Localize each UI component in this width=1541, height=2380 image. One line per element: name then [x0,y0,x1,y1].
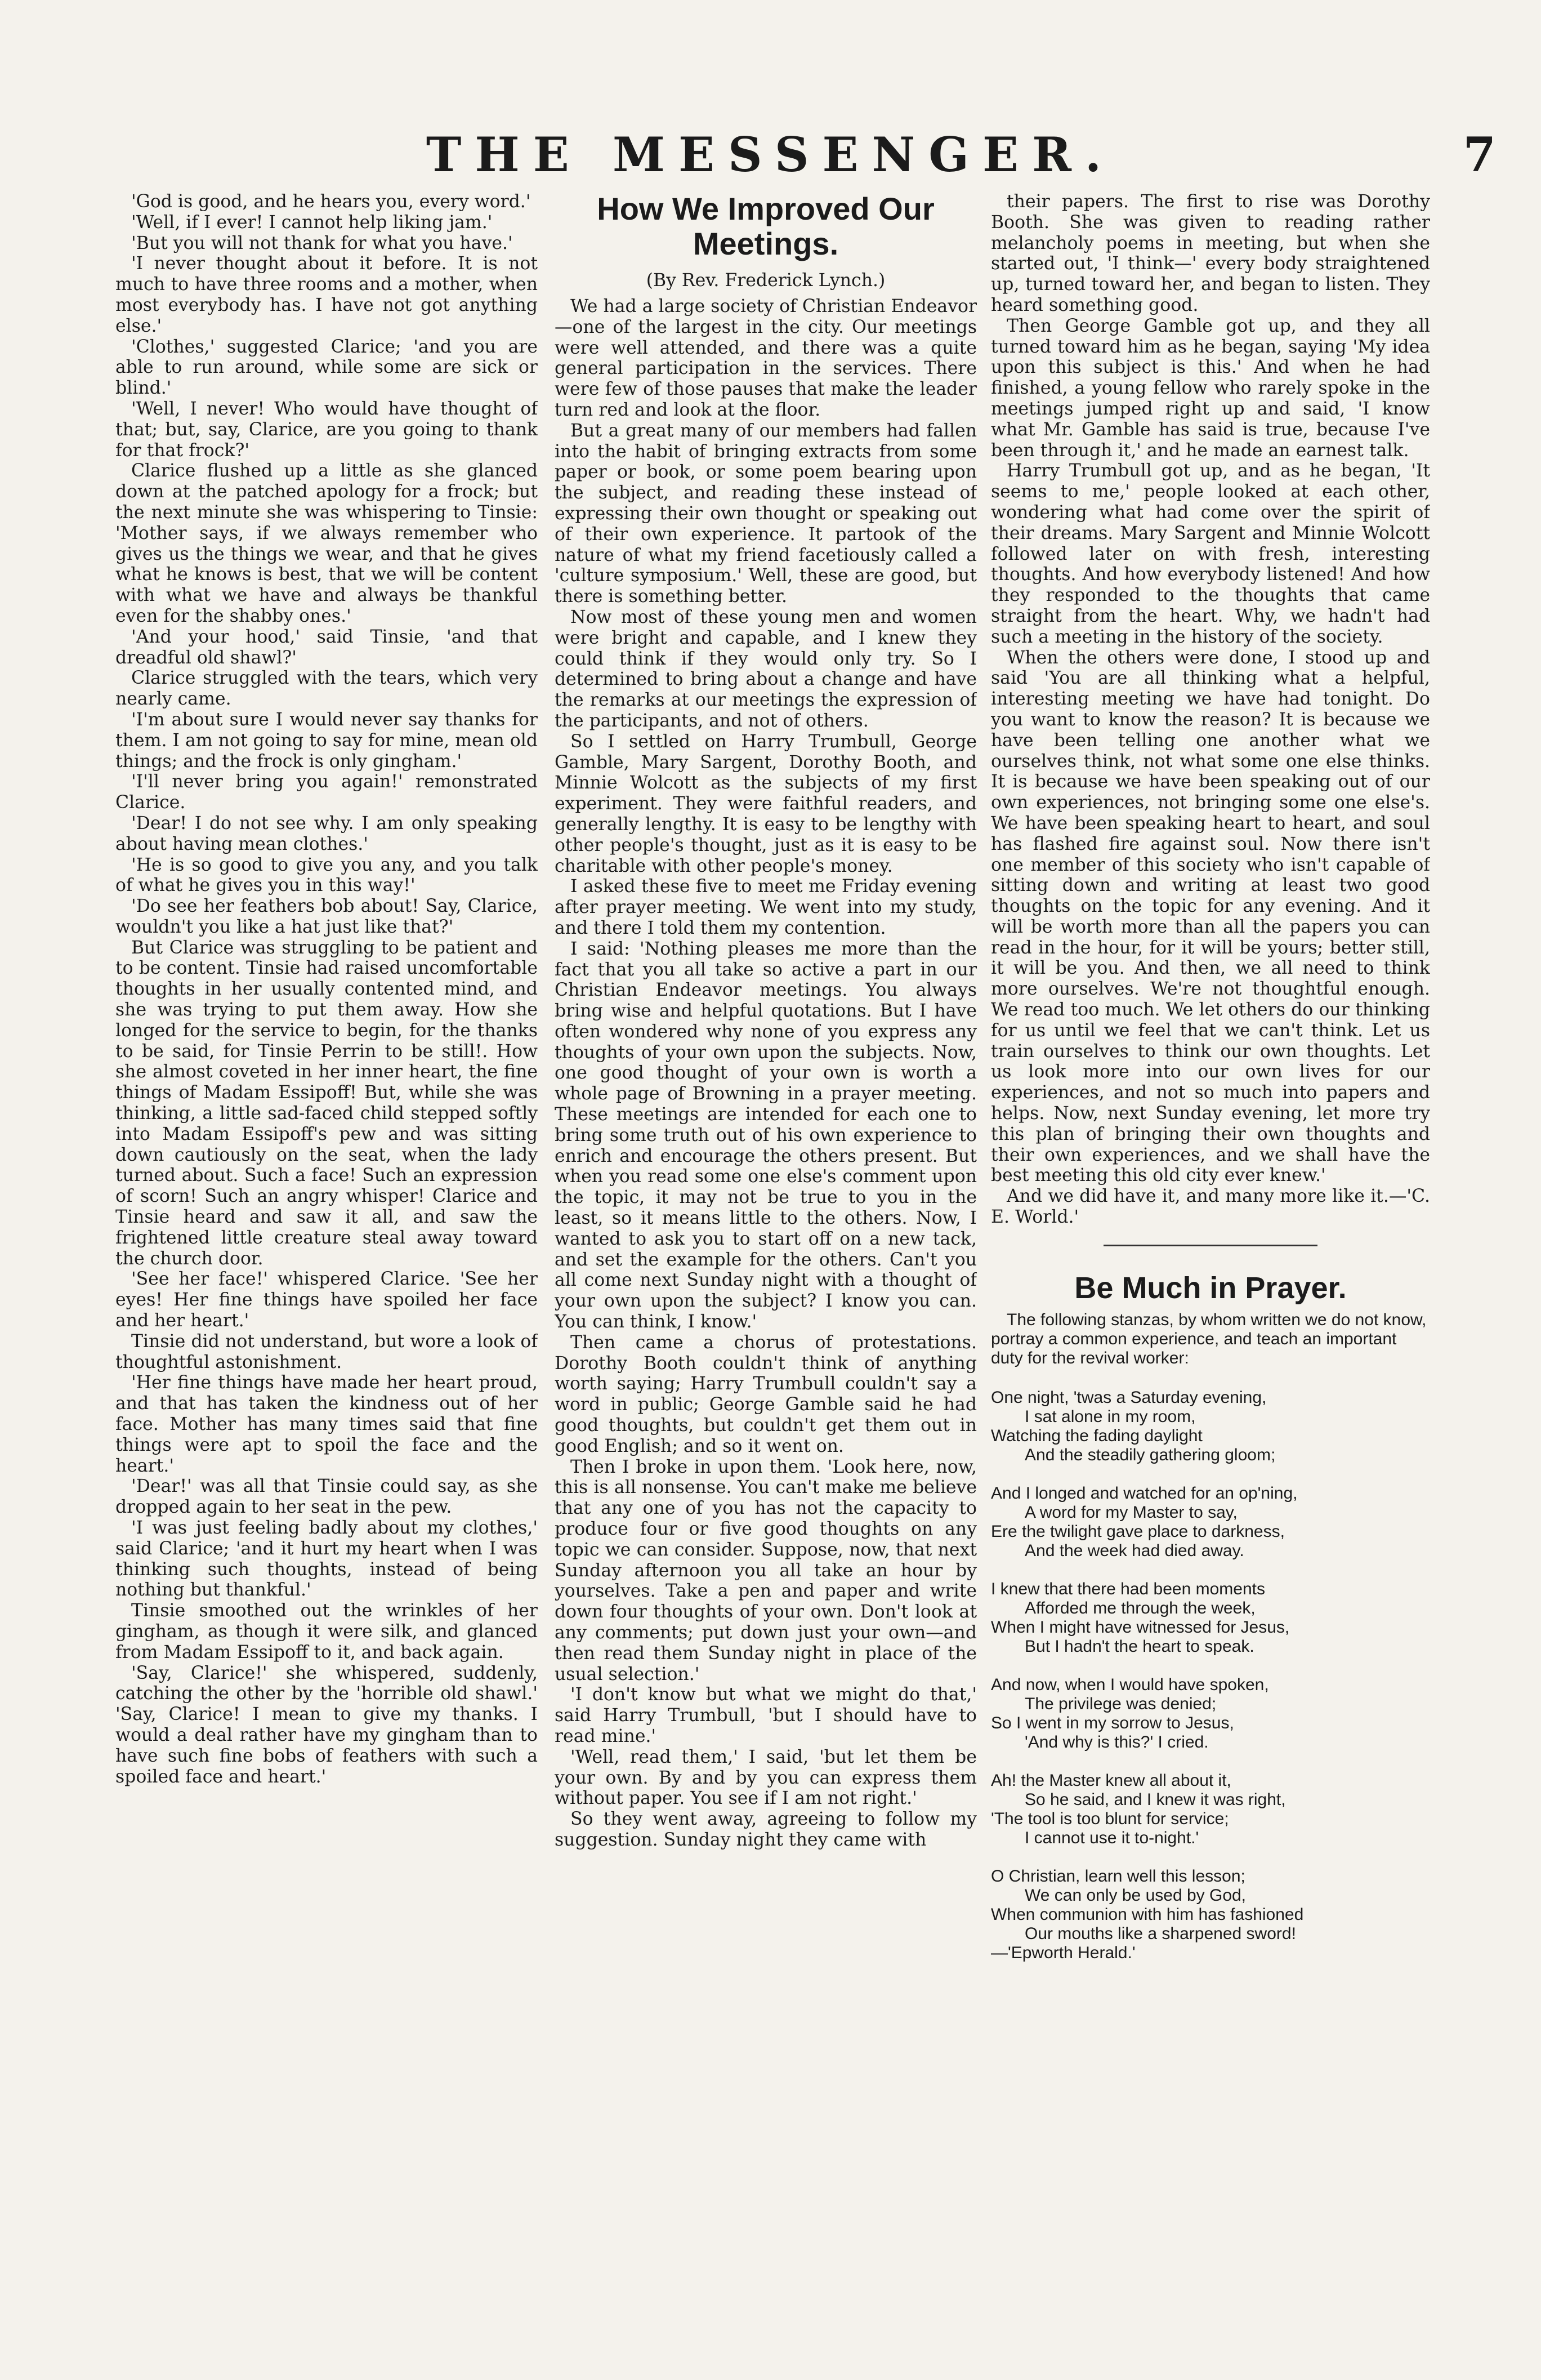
story-paragraph: 'Well, if I ever! I cannot help liking jam.' [131,212,493,233]
newspaper-title: THE MESSENGER. [426,127,1115,182]
poem-source: —'Epworth Herald.' [991,1943,1136,1962]
poem-line: A word for my Master to say, [1025,1503,1238,1522]
story-paragraph: 'Well, I never! Who would have thought of that; but, say, Clarice, are you going to thank for that frock?' [115,398,538,461]
poem-line: So I went in my sorrow to Jesus, [991,1713,1234,1732]
story-paragraph: Clarice struggled with the tears, which very nearly came. [115,668,538,710]
column-3 [991,191,1430,2365]
article-paragraph: So I settled on Harry Trumbull, George Gamble, Mary Sargent, Dorothy Booth, and Minnie Wolcott as the subjects of my first experiment. They were faithful readers, and generally lengthy. It is easy to be lengthy with other people's thought, just as it is easy to be charitable with other people's money. [555,731,977,876]
poem-line: And the steadily gathering gloom; [1025,1445,1276,1464]
poem-stanza [991,1867,1430,1963]
poem-line: O Christian, learn well this lesson; [991,1866,1245,1886]
article-paragraph: But a great many of our members had fallen into the habit of bringing extracts from some paper or book, or some poem bearing upon the subject, and reading these instead of expressing their own thought or speaking out of their own experience. It partook of the nature of what my friend facetiously called a 'culture symposium.' Well, these are good, but there is something better. [555,420,977,607]
poem-line: 'And why is this?' I cried. [1025,1732,1209,1751]
story-paragraph: 'Do see her feathers bob about! Say, Clarice, wouldn't you like a hat just like that?' [115,896,538,937]
article-paragraph: We had a large society of Christian Endeavor—one of the largest in the city. Our meetings were well attended, and there was a quite general participation in the services. There were few of those pauses that make the leader turn red and look at the floor. [555,296,977,420]
poem-line: But I hadn't the heart to speak. [1025,1637,1254,1656]
article-paragraph: So they went away, agreeing to follow my suggestion. Sunday night they came with [555,1809,977,1850]
article-paragraph: Then I broke in upon them. 'Look here, now, this is all nonsense. You can't make me believe that any one of you has not the capacity to produce four or five good thoughts on any topic we can consider. Suppose, now, that next Sunday afternoon you all take an hour by yourselves. Take a pen and paper and write down four thoughts of your own. Don't look at any comments; put down just your own—and then read them Sunday night in place of the usual selection.' [555,1456,977,1684]
story-paragraph: 'Say, Clarice!' she whispered, suddenly, catching the other by the 'horrible old shawl.' 'Say, Clarice! I mean to give my thanks. I would a deal rather have my gingham than to have such fine bobs of feathers with such a spoiled face and heart.' [115,1663,538,1787]
story-paragraph: 'God is good, and he hears you, every word.' [131,191,531,212]
story-paragraph: 'Dear! I do not see why. I am only speaking about having mean clothes.' [115,813,538,854]
story-paragraph: 'I was just feeling badly about my clothes,' said Clarice; 'and it hurt my heart when I was thinking such thoughts, instead of being nothing but thankful.' [115,1518,538,1601]
article-paragraph: I asked these five to meet me Friday evening after prayer meeting. We went into my study, and there I told them my contention. [555,876,977,938]
article-paragraph: Harry Trumbull got up, and as he began, 'It seems to me,' people looked at each other, wondering what had come over the spirit of their dreams. Mary Sargent and Minnie Wolcott followed later on with fresh, interesting thoughts. And how everybody listened! And how they responded to the thoughts that came straight from the heart. Why, we hadn't had such a meeting in the history of the society. [991,461,1430,647]
poem-line: And now, when I would have spoken, [991,1675,1269,1694]
column-1-story [115,191,538,2365]
poem-line: The privilege was denied; [1025,1694,1217,1713]
story-paragraph: 'I'll never bring you again!' remonstrated Clarice. [115,772,538,813]
poem-line: When I might have witnessed for Jesus, [991,1617,1290,1637]
poem-stanza [991,1675,1430,1752]
poem-line: Ah! the Master knew all about it, [991,1771,1231,1790]
article-title-prayer: Be Much in Prayer. [1074,1271,1347,1305]
story-paragraph: But Clarice was struggling to be patient and to be content. Tinsie had raised uncomfortable thoughts in her usually contented mind, and she was trying to put them away. How she longed for the service to begin, for the thanks to be said, for Tinsie Perrin to be still!. How she almost coveted in her inner heart, the fine things of Madam Essipoff! But, while she was thinking, a little sad-faced child stepped softly into Madam Essipoff's pew and was sitting down cautiously on the seat, when the lady turned about. Such a face! Such an expression of scorn! Such an angry whisper! Clarice and Tinsie heard and saw it all, and saw the frightened little creature steal away toward the church door. [115,937,538,1269]
article-paragraph: When the others were done, I stood up and said 'You are all thinking what a helpful, interesting meeting we have had tonight. Do you want to know the reason? It is because we have been telling one another what we ourselves think, not what some one else thinks. It is because we have been speaking out of our own experiences, not bringing some one else's. We have been speaking heart to heart, and soul has flashed fire against soul. Now there isn't one member of this society who isn't capable of sitting down and writing at least two good thoughts on the topic for any evening. And it will be worth more than all the papers you can read in the hour, for it will be yours; better still, it will be you. And then, we all need to think more ourselves. We're not thoughtful enough. We read too much. We let others do our thinking for us until we feel that we can't think. Let us train ourselves to think our own thoughts. Let us look more into our own lives for our experiences, and not so much into papers and helps. Now, next Sunday evening, let more try this plan of bringing their own thoughts and their own experiences, and we shall have the best meeting this old city ever knew.' [991,647,1430,1186]
article-byline: (By Rev. Frederick Lynch.) [646,270,886,291]
story-paragraph: 'Dear!' was all that Tinsie could say, as she dropped again to her seat in the pew. [115,1476,538,1518]
article-paragraph: Then George Gamble got up, and they all turned toward him as he began, saying 'My idea upon this subject is this.' And when he had finished, a young fellow who rarely spoke in the meetings jumped right up and said, 'I know what Mr. Gamble has said is true, because I've been through it,' and he made an earnest talk. [991,315,1430,461]
poem-line: When communion with him has fashioned [991,1905,1304,1924]
story-paragraph: Clarice flushed up a little as she glanced down at the patched apology for a frock; but the next minute she was whispering to Tinsie: 'Mother says, if we always remember who gives us the things we wear, and that he gives what he knows is best, that we will be content with what we have and always be thankful even for the shabby ones.' [115,461,538,626]
poem-stanza [991,1580,1430,1656]
story-paragraph: Tinsie smoothed out the wrinkles of her gingham, as though it were silk, and glanced from Madam Essipoff to it, and back again. [115,1601,538,1663]
story-paragraph: 'He is so good to give you any, and you talk of what he gives you in this way!' [115,854,538,896]
poem-line: I knew that there had been moments [991,1579,1265,1598]
poem-stanza [991,1484,1430,1561]
poem-line: So he said, and I knew it was right, [1025,1790,1286,1809]
poem-stanza [991,1388,1430,1465]
article-paragraph: I said: 'Nothing pleases me more than the fact that you all take so active a part in our Christian Endeavor meetings. You always bring wise and helpful quotations. But I have often wondered why none of you express any thoughts of your own upon the subjects. Now, one good thought of your own is worth a whole page of Browning in a prayer meeting. These meetings are intended for each one to bring some truth out of his own experience to enrich and encourage the others present. But when you read some one else's comment upon the topic, it may not be true to you in the least, so it means little to the others. Now, I wanted to ask you to start off on a new tack, and set the example for the others. Can't you all come next Sunday night with a thought of your own upon the subject? I know you can. You can think, I know.' [555,938,977,1332]
poem-line: Watching the fading daylight [991,1426,1203,1445]
article-paragraph: 'Well, read them,' I said, 'but let them be your own. By and by you can express them without paper. You see if I am not right.' [555,1746,977,1809]
section-divider [1104,1245,1317,1246]
story-paragraph: 'Clothes,' suggested Clarice; 'and you are able to run around, while some are sick or blind.' [115,336,538,399]
poem-line: I sat alone in my room, [1025,1407,1196,1426]
poem-line: Ere the twilight gave place to darkness, [991,1522,1285,1541]
story-paragraph: 'And your hood,' said Tinsie, 'and that dreadful old shawl?' [115,626,538,668]
article-title-meetings: How We Improved Our Meetings. [597,191,935,261]
story-paragraph: 'But you will not thank for what you have.' [131,233,513,253]
story-paragraph: 'See her face!' whispered Clarice. 'See her eyes! Her fine things have spoiled her face and her heart.' [115,1269,538,1331]
article-paragraph: Then came a chorus of protestations. Dorothy Booth couldn't think of anything worth saying; Harry Trumbull couldn't say a word in public; George Gamble said he had good thoughts, but couldn't get them out in good English; and so it went on. [555,1332,977,1456]
poem-line: One night, 'twas a Saturday evening, [991,1388,1267,1407]
poem-line: And I longed and watched for an op'ning, [991,1483,1298,1503]
poem-line: We can only be used by God, [1025,1886,1247,1905]
poem-line: 'The tool is too blunt for service; [991,1809,1229,1828]
poem-line: Our mouths like a sharpened sword! [1025,1924,1296,1943]
story-paragraph: 'I'm about sure I would never say thanks for them. I am not going to say for mine, mean old things; and the frock is only gingham.' [115,709,538,772]
poem-line: I cannot use it to-night.' [1025,1828,1199,1847]
article-paragraph: their papers. The first to rise was Dorothy Booth. She was given to reading rather melancholy poems in meeting, but when she started out, 'I think—' every body straightened up, turned toward her, and began to listen. They heard something good. [991,191,1430,315]
poem-stanza [991,1771,1430,1848]
column-2-article [555,191,977,2365]
story-paragraph: 'I never thought about it before. It is not much to have three rooms and a mother, when most everybody has. I have not got anything else.' [115,253,538,336]
story-paragraph: Tinsie did not understand, but wore a look of thoughtful astonishment. [115,1331,538,1372]
article-paragraph: 'I don't know but what we might do that,' said Harry Trumbull, 'but I should have to read mine.' [555,1684,977,1746]
poem-intro: The following stanzas, by whom written we do not know, portray a common experience, and teach an important duty for the revival worker: [991,1310,1427,1367]
masthead [0,127,1541,183]
poem-line: Afforded me through the week, [1025,1598,1256,1617]
story-paragraph: 'Her fine things have made her heart proud, and that has taken the kindness out of her face. Mother has many times said that fine things were apt to spoil the face and the heart.' [115,1372,538,1476]
article-paragraph: Now most of these young men and women were bright and capable, and I knew they could think if they would only try. So I determined to bring about a change and have the remarks at our meetings the expression of the participants, and not of others. [555,607,977,731]
article-paragraph: And we did have it, and many more like it.—'C. E. World.' [991,1186,1430,1228]
poem-line: And the week had died away. [1025,1541,1244,1560]
page-number: 7 [1463,127,1496,182]
